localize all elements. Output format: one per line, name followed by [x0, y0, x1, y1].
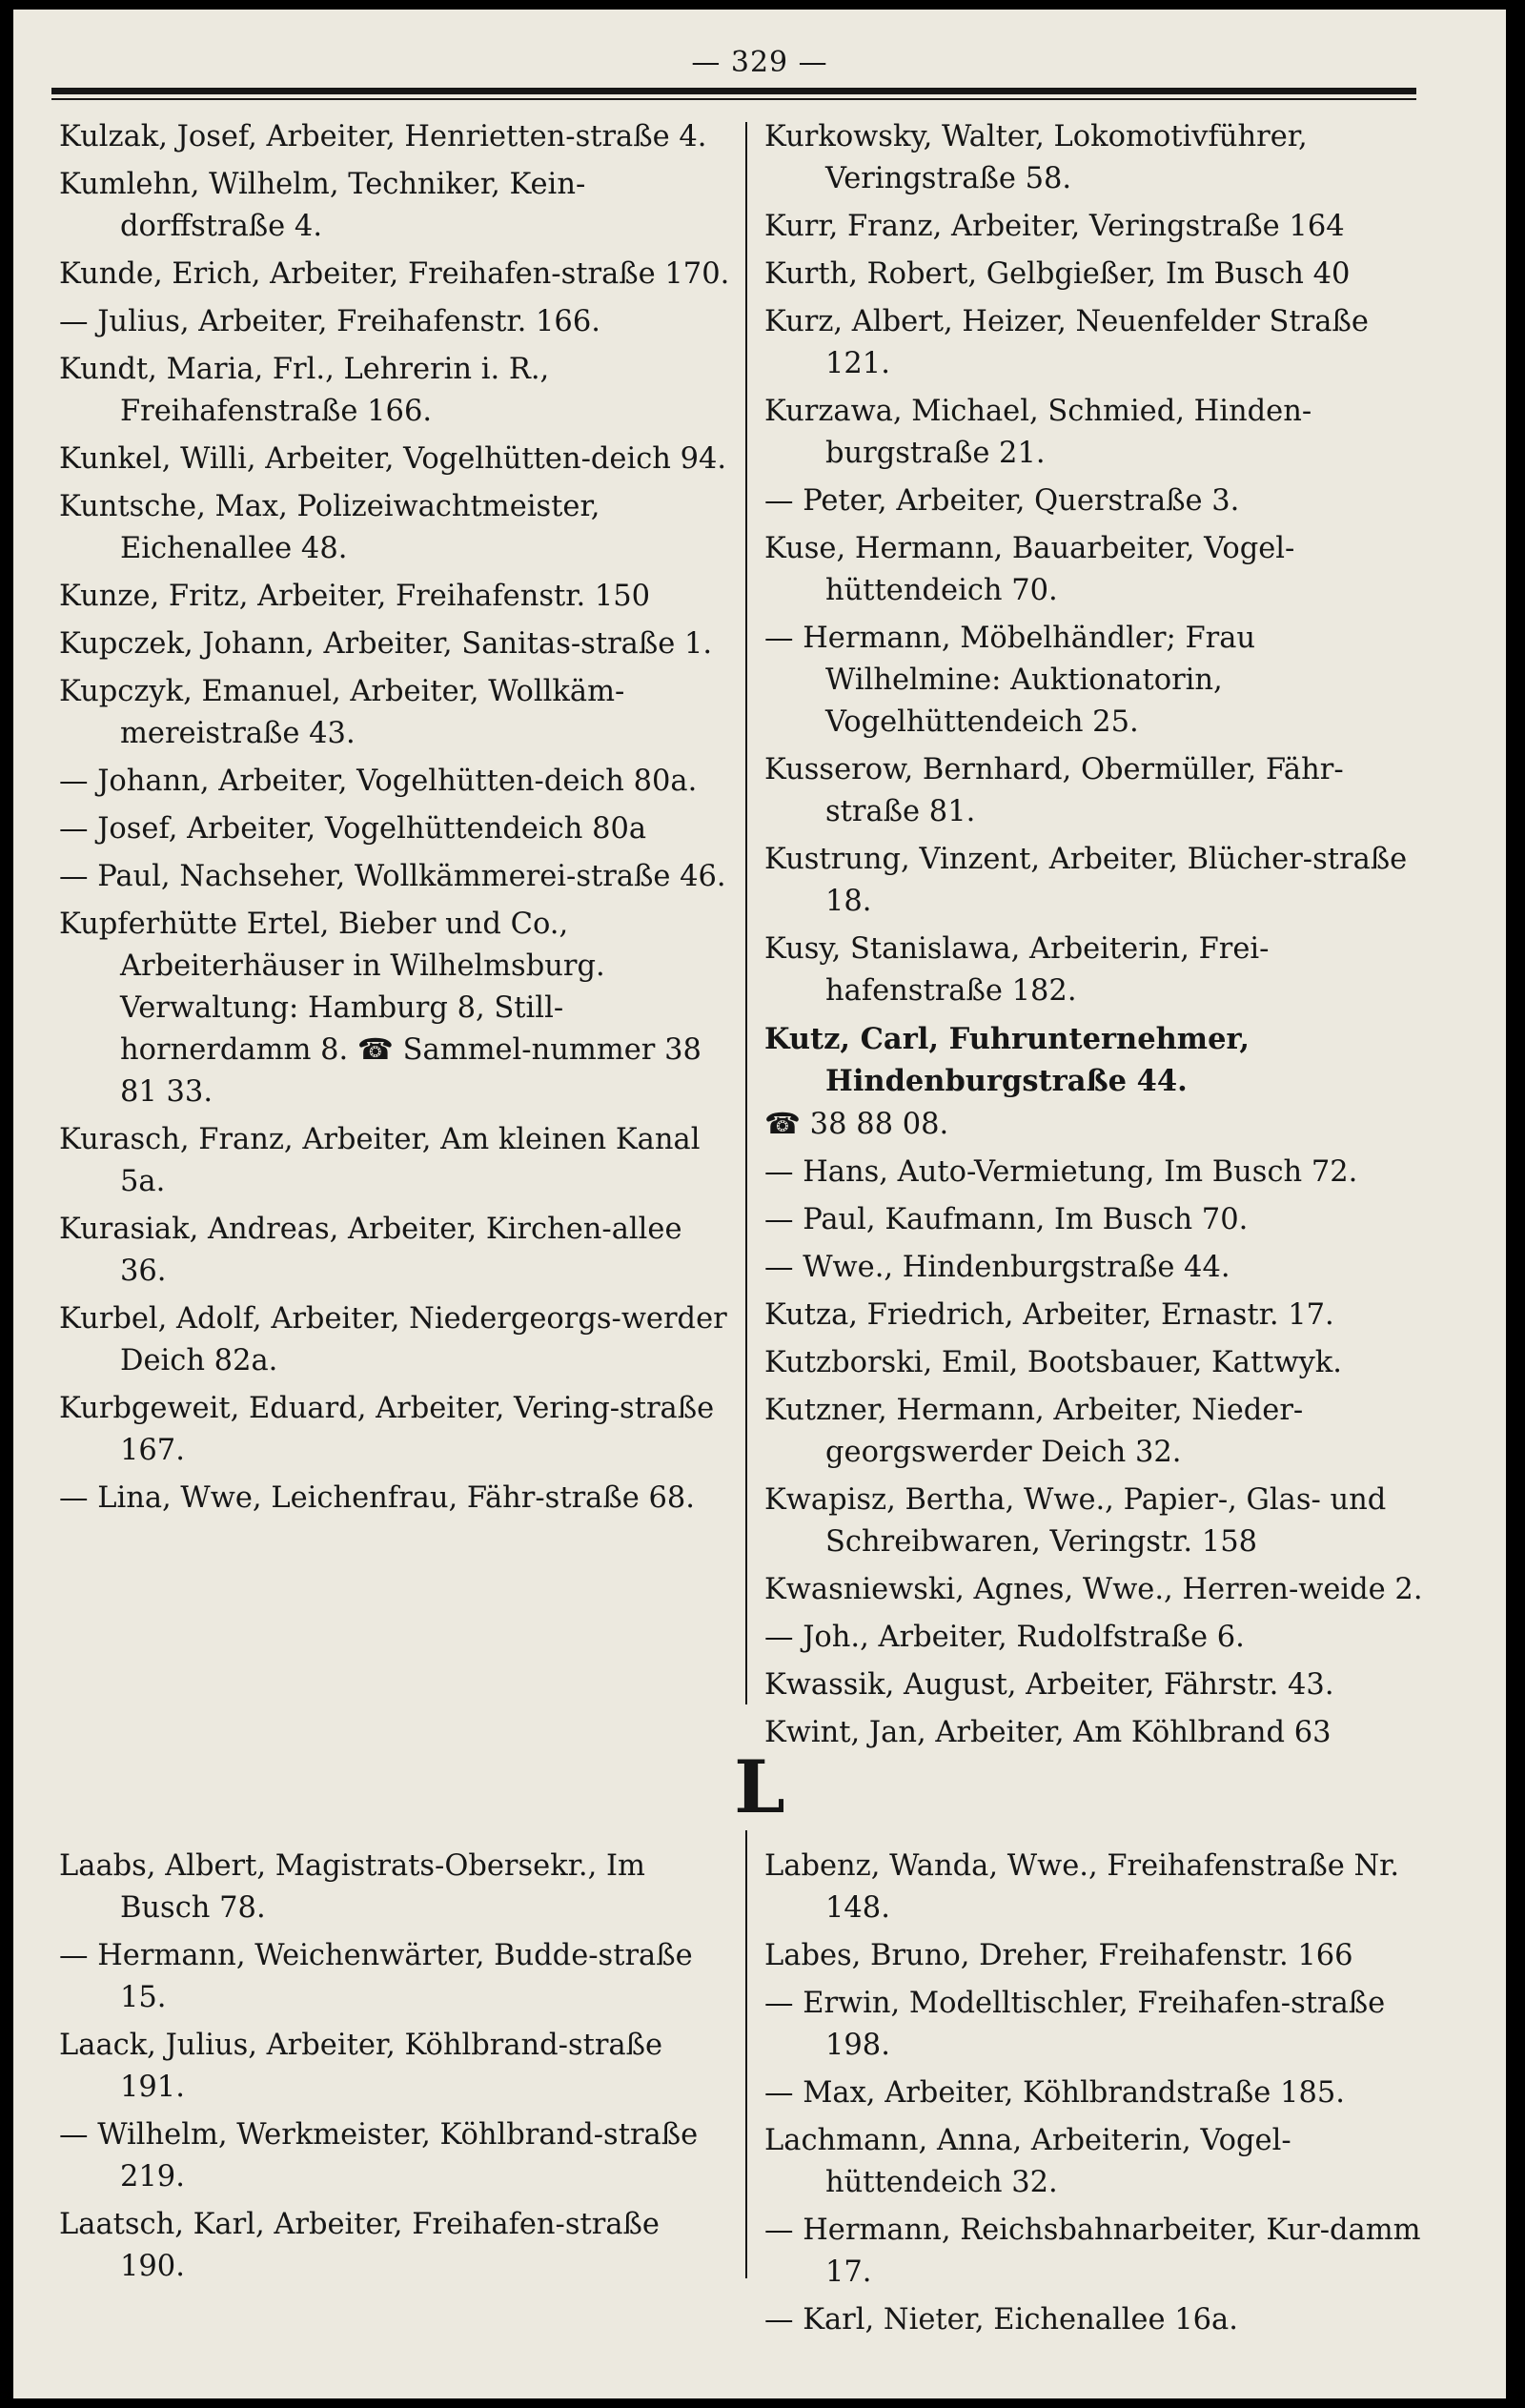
list-item: — Erwin, Modelltischler, Freihafen-straße 198. — [764, 1987, 1386, 2062]
list-item: — Hermann, Möbelhändler; Frau Wilhelmine: Auktionatorin, Vogelhüttendeich 25. — [764, 622, 1256, 739]
column-divider-top — [745, 122, 747, 1704]
list-item: — Hans, Auto-Vermietung, Im Busch 72. — [764, 1155, 1358, 1189]
list-item: Kurasch, Franz, Arbeiter, Am kleinen Kanal 5a. — [59, 1123, 701, 1198]
list-item: Kwasniewski, Agnes, Wwe., Herren-weide 2. — [764, 1573, 1423, 1606]
list-item: Kutza, Friedrich, Arbeiter, Ernastr. 17. — [764, 1298, 1334, 1332]
list-item: Kunde, Erich, Arbeiter, Freihafen-straße 170. — [59, 257, 730, 291]
list-item: Kutz, Carl, Fuhrunternehmer, Hindenburgstraße 44. — [764, 1022, 1250, 1098]
list-item: — Karl, Nieter, Eichenallee 16a. — [764, 2303, 1238, 2337]
list-item: Kurasiak, Andreas, Arbeiter, Kirchen-allee 36. — [59, 1213, 682, 1288]
list-item: Kulzak, Josef, Arbeiter, Henrietten-straße 4. — [59, 120, 707, 153]
list-item: Labes, Bruno, Dreher, Freihafenstr. 166 — [764, 1939, 1353, 1972]
list-item: Kuntsche, Max, Polizeiwachtmeister, Eichenallee 48. — [59, 490, 600, 565]
list-item: Laack, Julius, Arbeiter, Köhlbrand-straße 191. — [59, 2029, 663, 2104]
list-item: Lachmann, Anna, Arbeiterin, Vogel-hüttendeich 32. — [764, 2124, 1291, 2199]
list-item: Kupferhütte Ertel, Bieber und Co., Arbeiterhäuser in Wilhelmsburg. Verwaltung: Hamburg 8, Still-hornerdamm 8. ☎ Sammel-nummer 38 81 33. — [59, 908, 702, 1109]
list-item: Kunkel, Willi, Arbeiter, Vogelhütten-deich 94. — [59, 442, 727, 476]
list-item: — Johann, Arbeiter, Vogelhütten-deich 80a. — [59, 765, 698, 798]
list-item: — Wwe., Hindenburgstraße 44. — [764, 1251, 1230, 1284]
phone-number: ☎ 38 88 08. — [764, 1108, 949, 1141]
header-rule-thin — [51, 98, 1416, 100]
bottom-left-column — [59, 1846, 730, 2294]
list-item: Kuse, Hermann, Bauarbeiter, Vogel-hüttendeich 70. — [764, 532, 1295, 607]
list-item: Kutzborski, Emil, Bootsbauer, Kattwyk. — [764, 1346, 1342, 1379]
list-item: Kurr, Franz, Arbeiter, Veringstraße 164 — [764, 210, 1345, 243]
page-number: — 329 — — [691, 46, 828, 79]
top-right-column — [764, 116, 1432, 1760]
list-item: Kwassik, August, Arbeiter, Fährstr. 43. — [764, 1668, 1334, 1702]
list-item: — Paul, Kaufmann, Im Busch 70. — [764, 1203, 1249, 1236]
list-item: Kurth, Robert, Gelbgießer, Im Busch 40 — [764, 257, 1351, 291]
list-item: Kumlehn, Wilhelm, Techniker, Kein-dorffstraße 4. — [59, 168, 586, 243]
list-item: Kurbel, Adolf, Arbeiter, Niedergeorgs-werder Deich 82a. — [59, 1302, 727, 1377]
list-item: Kurz, Albert, Heizer, Neuenfelder Straße 121. — [764, 305, 1369, 380]
list-item: Kurbgeweit, Eduard, Arbeiter, Vering-straße 167. — [59, 1392, 715, 1467]
list-item: — Lina, Wwe, Leichenfrau, Fähr-straße 68. — [59, 1481, 695, 1515]
section-letter: L — [734, 1745, 785, 1829]
directory-page — [13, 10, 1506, 2398]
header-rule-thick — [51, 88, 1416, 94]
list-item: Laabs, Albert, Magistrats-Obersekr., Im Busch 78. — [59, 1849, 645, 1925]
list-item: — Josef, Arbeiter, Vogelhüttendeich 80a — [59, 812, 647, 846]
list-item: Kwapisz, Bertha, Wwe., Papier-, Glas- und Schreibwaren, Veringstr. 158 — [764, 1483, 1387, 1559]
list-item: — Max, Arbeiter, Köhlbrandstraße 185. — [764, 2076, 1345, 2110]
list-item: Kunze, Fritz, Arbeiter, Freihafenstr. 150 — [59, 580, 651, 613]
list-item: Kurkowsky, Walter, Lokomotivführer, Veringstraße 58. — [764, 120, 1308, 195]
list-item: Laatsch, Karl, Arbeiter, Freihafen-straße 190. — [59, 2208, 660, 2283]
list-item: — Joh., Arbeiter, Rudolfstraße 6. — [764, 1621, 1245, 1654]
list-item: — Wilhelm, Werkmeister, Köhlbrand-straße 219. — [59, 2118, 699, 2194]
list-item: Kustrung, Vinzent, Arbeiter, Blücher-straße 18. — [764, 843, 1408, 918]
list-item: Kwint, Jan, Arbeiter, Am Köhlbrand 63 — [764, 1716, 1332, 1749]
bottom-right-column — [764, 1846, 1432, 2347]
list-item: Kupczyk, Emanuel, Arbeiter, Wollkäm-mereistraße 43. — [59, 675, 625, 750]
list-item: Kupczek, Johann, Arbeiter, Sanitas-straße 1. — [59, 627, 713, 661]
column-divider-bottom — [745, 1830, 747, 2278]
list-item: Labenz, Wanda, Wwe., Freihafenstraße Nr. 148. — [764, 1849, 1400, 1925]
top-left-column — [59, 116, 730, 1525]
list-item: Kusserow, Bernhard, Obermüller, Fähr-straße 81. — [764, 753, 1344, 828]
list-item: Kundt, Maria, Frl., Lehrerin i. R., Freihafenstraße 166. — [59, 353, 550, 428]
list-item: — Hermann, Weichenwärter, Budde-straße 15. — [59, 1939, 693, 2014]
list-item: Kurzawa, Michael, Schmied, Hinden-burgstraße 21. — [764, 395, 1312, 470]
list-item: Kutzner, Hermann, Arbeiter, Nieder-georgswerder Deich 32. — [764, 1394, 1304, 1469]
list-item: — Peter, Arbeiter, Querstraße 3. — [764, 484, 1240, 518]
list-item: — Hermann, Reichsbahnarbeiter, Kur-damm 17. — [764, 2214, 1421, 2289]
list-item: — Julius, Arbeiter, Freihafenstr. 166. — [59, 305, 600, 338]
list-item: — Paul, Nachseher, Wollkämmerei-straße 46. — [59, 860, 726, 893]
list-item: Kusy, Stanislawa, Arbeiterin, Frei-hafenstraße 182. — [764, 932, 1270, 1008]
